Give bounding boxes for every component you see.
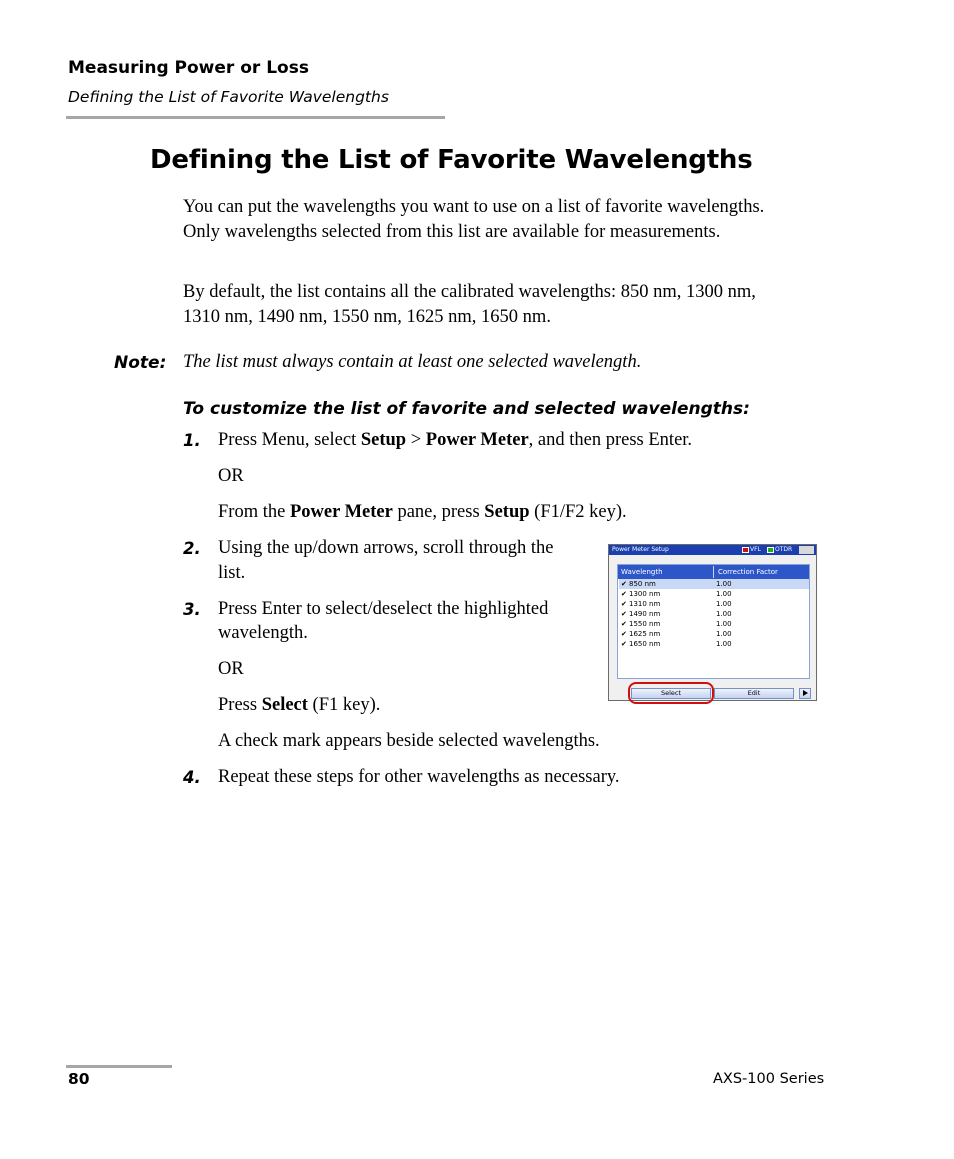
step-number: 3. xyxy=(183,600,201,619)
text-run: (F1/F2 key). xyxy=(529,502,627,522)
intro-paragraph: You can put the wavelengths you want to use on a list of favorite wavelengths. Only wavelengths selected from this list are available for measurements. xyxy=(183,197,765,242)
correction-factor-value: 1.00 xyxy=(716,600,732,608)
check-mark-icon: ✔ xyxy=(621,590,627,598)
wavelength-value: 1550 nm xyxy=(629,620,661,628)
wavelength-value: 1490 nm xyxy=(629,610,661,618)
step-3-result: A check mark appears beside selected wavelengths. xyxy=(218,731,600,751)
ui-term-power-meter: Power Meter xyxy=(289,502,393,522)
wavelength-value: 1300 nm xyxy=(629,590,661,598)
vfl-indicator-icon xyxy=(742,547,749,553)
ui-term-setup: Setup xyxy=(360,430,407,450)
default-list-paragraph: By default, the list contains all the calibrated wavelengths: 850 nm, 1300 nm, 1310 nm, 1490 nm, 1550 nm, 1625 nm, 1650 nm. xyxy=(183,282,756,327)
step-1-alternative xyxy=(218,500,627,525)
wavelength-value: 1310 nm xyxy=(629,600,661,608)
check-mark-icon: ✔ xyxy=(621,610,627,618)
check-mark-icon: ✔ xyxy=(621,600,627,608)
vfl-label: VFL xyxy=(750,546,761,553)
edit-button[interactable]: Edit xyxy=(714,688,794,699)
check-mark-icon: ✔ xyxy=(621,630,627,638)
otdr-label: OTDR xyxy=(775,546,793,553)
step-3-line-2: wavelength. xyxy=(218,623,308,643)
wavelength-value: 1625 nm xyxy=(629,630,661,638)
text-run: From the xyxy=(218,502,290,522)
wavelength-value: 850 nm xyxy=(629,580,656,588)
step-3-alternative xyxy=(218,693,380,718)
text-run: pane, press xyxy=(392,502,485,522)
ui-term-power-meter: Power Meter xyxy=(425,430,529,450)
check-mark-icon: ✔ xyxy=(621,580,627,588)
otdr-indicator-icon xyxy=(767,547,774,553)
text-run: (F1 key). xyxy=(307,695,381,715)
text-run: > xyxy=(406,430,426,450)
or-separator: OR xyxy=(218,659,244,679)
list-item[interactable] xyxy=(619,619,809,629)
window-controls-icon[interactable] xyxy=(799,546,814,554)
page-number: 80 xyxy=(68,1070,90,1088)
section-header: Defining the List of Favorite Wavelengths xyxy=(68,88,389,106)
column-header-correction-factor: Correction Factor xyxy=(718,568,778,576)
list-item[interactable] xyxy=(619,609,809,619)
step-number: 2. xyxy=(183,539,201,558)
note-label: Note: xyxy=(114,353,167,373)
step-number: 1. xyxy=(183,431,201,450)
wavelength-value: 1650 nm xyxy=(629,640,661,648)
select-highlight-callout xyxy=(628,682,714,704)
page-title: Defining the List of Favorite Wavelengths xyxy=(150,145,753,175)
text-run: Press xyxy=(218,695,262,715)
procedure-heading: To customize the list of favorite and selected wavelengths: xyxy=(183,399,750,419)
step-number: 4. xyxy=(183,768,201,787)
product-series: AXS-100 Series xyxy=(713,1071,825,1087)
step-2-line-2: list. xyxy=(218,563,246,583)
text-run: , and then press Enter. xyxy=(528,430,693,450)
step-2-line-1: Using the up/down arrows, scroll through the xyxy=(218,538,554,558)
correction-factor-value: 1.00 xyxy=(716,630,732,638)
correction-factor-value: 1.00 xyxy=(716,640,732,648)
list-item[interactable] xyxy=(619,589,809,599)
ui-term-setup: Setup xyxy=(484,502,530,522)
footer-rule xyxy=(66,1065,172,1068)
chapter-header: Measuring Power or Loss xyxy=(68,58,309,78)
step-4-text: Repeat these steps for other wavelengths as necessary. xyxy=(218,767,620,787)
correction-factor-value: 1.00 xyxy=(716,590,732,598)
select-button[interactable]: Select xyxy=(631,688,711,699)
window-titlebar xyxy=(609,545,816,555)
text-run: Press Menu, select xyxy=(218,430,361,450)
list-item[interactable] xyxy=(619,599,809,609)
column-divider xyxy=(713,566,714,578)
power-meter-setup-screenshot xyxy=(608,544,817,701)
check-mark-icon: ✔ xyxy=(621,620,627,628)
ui-term-select: Select xyxy=(261,695,308,715)
correction-factor-value: 1.00 xyxy=(716,610,732,618)
or-separator: OR xyxy=(218,466,244,486)
next-page-button[interactable] xyxy=(799,688,811,699)
correction-factor-value: 1.00 xyxy=(716,580,732,588)
column-header-wavelength: Wavelength xyxy=(621,568,663,576)
list-item[interactable] xyxy=(619,579,809,589)
header-rule xyxy=(66,116,445,119)
check-mark-icon: ✔ xyxy=(621,640,627,648)
correction-factor-value: 1.00 xyxy=(716,620,732,628)
list-item[interactable] xyxy=(619,629,809,639)
step-3-line-1: Press Enter to select/deselect the highlighted xyxy=(218,599,549,619)
list-header xyxy=(618,565,809,579)
list-item[interactable] xyxy=(619,639,809,649)
wavelength-list[interactable] xyxy=(617,564,810,679)
note-text: The list must always contain at least one selected wavelength. xyxy=(183,352,642,372)
step-1-text xyxy=(218,428,692,453)
arrow-right-icon xyxy=(803,690,808,696)
window-title: Power Meter Setup xyxy=(612,546,669,553)
